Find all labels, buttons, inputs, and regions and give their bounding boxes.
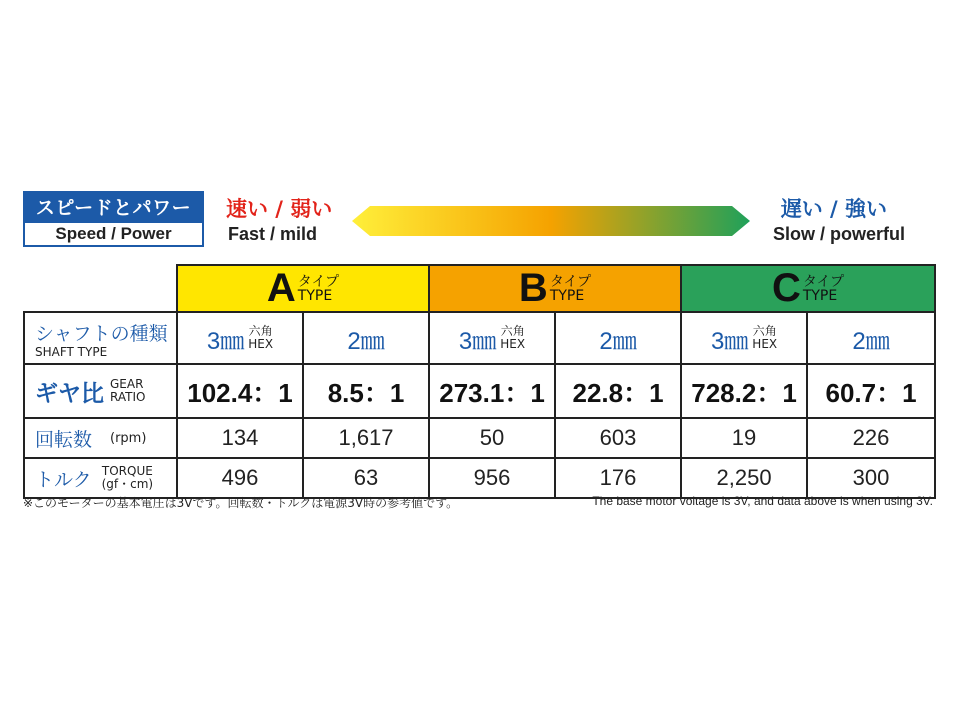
- hex-en: HEX: [248, 337, 274, 351]
- type-en: TYPE: [802, 287, 838, 304]
- type-jp: タイプ: [297, 273, 340, 290]
- type-jp: タイプ: [549, 273, 592, 290]
- label-jp: 回転数: [35, 428, 93, 451]
- label-en: RATIO: [110, 390, 146, 404]
- shaft-value: 3㎜: [206, 327, 245, 355]
- shaft-value: 2㎜: [852, 327, 890, 355]
- shaft-cell: [681, 312, 807, 364]
- label-jp: シャフトの種類: [35, 322, 168, 345]
- shaft-value: 2㎜: [347, 327, 385, 355]
- rpm-cell: [303, 418, 429, 458]
- gear-ratio-cell: [429, 364, 555, 418]
- torque-value: 63: [353, 465, 379, 490]
- label-en: GEAR: [110, 377, 144, 391]
- torque-cell: [177, 458, 303, 498]
- gear-ratio-value: 22.8：1: [572, 377, 664, 408]
- type-b-header: [429, 265, 681, 312]
- rpm-cell: [807, 418, 935, 458]
- speed-gradient-arrow-icon: [352, 206, 750, 236]
- hex-en: HEX: [500, 337, 526, 351]
- shaft-cell: [429, 312, 555, 364]
- type-letter: C: [771, 266, 801, 310]
- shaft-value: 3㎜: [710, 327, 749, 355]
- torque-cell: [303, 458, 429, 498]
- label-en: SHAFT TYPE: [35, 344, 108, 359]
- slow-label-en: Slow / powerful: [772, 224, 905, 244]
- torque-cell: [555, 458, 681, 498]
- hex-en: HEX: [752, 337, 778, 351]
- rpm-cell: [681, 418, 807, 458]
- rpm-value: 50: [479, 425, 505, 450]
- type-en: TYPE: [297, 287, 333, 304]
- gear-ratio-cell: [177, 364, 303, 418]
- speed-power-badge: [23, 191, 204, 247]
- note-jp: ※このモーターの基本電圧は3Vです。回転数・トルクは電源3V時の参考値です。: [23, 496, 459, 510]
- gear-spec-table: [23, 264, 936, 499]
- rpm-cell: [177, 418, 303, 458]
- label-en: TORQUE: [101, 464, 153, 478]
- gear-ratio-cell: [681, 364, 807, 418]
- rpm-row: [24, 418, 935, 458]
- shaft-value: 3㎜: [458, 327, 497, 355]
- torque-value: 2,250: [716, 465, 772, 490]
- shaft-cell: [807, 312, 935, 364]
- rpm-value: 603: [599, 425, 637, 450]
- label-en: (gf・cm): [101, 477, 154, 491]
- rpm-value: 226: [852, 425, 890, 450]
- type-header-row: [24, 265, 935, 312]
- rpm-value: 1,617: [338, 425, 394, 450]
- label-en: (rpm): [110, 430, 147, 446]
- rpm-cell: [555, 418, 681, 458]
- gear-ratio-value: 102.4：1: [187, 377, 293, 408]
- torque-cell: [807, 458, 935, 498]
- gear-ratio-label: [24, 364, 177, 418]
- shaft-type-row: [24, 312, 935, 364]
- torque-value: 176: [599, 465, 637, 490]
- gear-ratio-row: [24, 364, 935, 418]
- fast-label-en: Fast / mild: [228, 224, 318, 244]
- gear-ratio-cell: [807, 364, 935, 418]
- type-en: TYPE: [549, 287, 585, 304]
- gear-ratio-cell: [303, 364, 429, 418]
- rpm-label: [24, 418, 177, 458]
- label-jp: ギヤ比: [35, 380, 104, 407]
- type-letter: A: [266, 266, 296, 310]
- gear-ratio-value: 273.1：1: [439, 377, 545, 408]
- label-jp: トルク: [35, 468, 92, 491]
- badge-title-jp: スピードとパワー: [25, 193, 202, 223]
- rpm-value: 134: [221, 425, 259, 450]
- gear-ratio-cell: [555, 364, 681, 418]
- rpm-value: 19: [731, 425, 757, 450]
- hex-jp: 六角: [248, 324, 273, 338]
- hex-jp: 六角: [500, 324, 525, 338]
- type-a-header: [177, 265, 429, 312]
- type-c-header: [681, 265, 935, 312]
- note-en: The base motor voltage is 3V, and data above is when using 3V.: [592, 494, 933, 508]
- rpm-cell: [429, 418, 555, 458]
- torque-cell: [681, 458, 807, 498]
- shaft-value: 2㎜: [599, 327, 637, 355]
- type-letter: B: [518, 266, 548, 310]
- torque-label: [24, 458, 177, 498]
- torque-value: 300: [852, 465, 890, 490]
- torque-cell: [429, 458, 555, 498]
- hex-jp: 六角: [752, 324, 777, 338]
- corner-cell: [24, 265, 177, 312]
- torque-row: [24, 458, 935, 498]
- shaft-cell: [303, 312, 429, 364]
- fast-label-jp: 速い / 弱い: [226, 197, 333, 221]
- shaft-cell: [177, 312, 303, 364]
- type-jp: タイプ: [802, 273, 845, 290]
- shaft-cell: [555, 312, 681, 364]
- torque-value: 956: [473, 465, 511, 490]
- slow-label-jp: 遅い / 強い: [780, 197, 887, 221]
- badge-title-en: Speed / Power: [55, 224, 172, 243]
- shaft-type-label: [24, 312, 177, 364]
- torque-value: 496: [221, 465, 259, 490]
- gear-ratio-value: 8.5：1: [327, 377, 405, 408]
- gear-ratio-value: 60.7：1: [825, 377, 917, 408]
- gear-ratio-value: 728.2：1: [691, 377, 797, 408]
